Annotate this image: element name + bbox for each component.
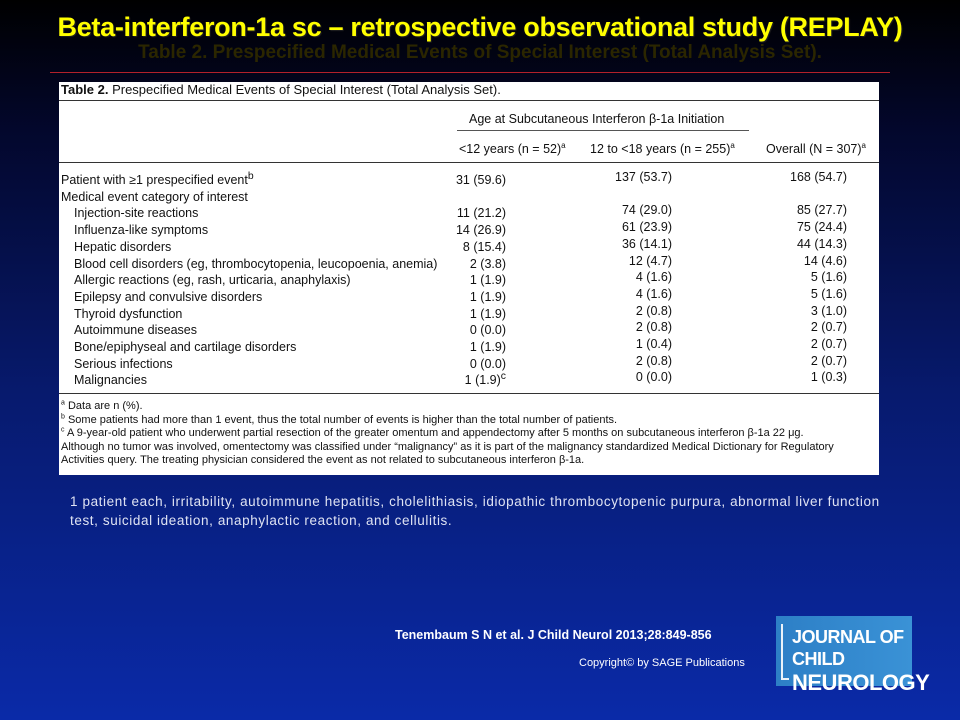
row-value-col1: 1 (1.9): [469, 290, 506, 305]
row-label: Blood cell disorders (eg, thrombocytopenia, leucopoenia, anemia): [74, 256, 438, 271]
row-label: Hepatic disorders: [74, 239, 172, 254]
table-row: [59, 236, 879, 253]
row-value-col2: 4 (1.6): [635, 270, 672, 285]
group-header: Age at Subcutaneous Interferon β-1a Initiation: [469, 112, 725, 126]
row-label: Autoimmune diseases: [74, 323, 197, 338]
table-row: [59, 319, 879, 336]
table-row: [59, 303, 879, 320]
row-value-col2: 2 (0.8): [635, 303, 672, 318]
row-value-col2: 1 (0.4): [635, 337, 672, 351]
row-value-col1: 14 (26.9): [455, 223, 506, 238]
row-value-col3: 3 (1.0): [810, 303, 847, 318]
title-divider: [50, 72, 890, 73]
row-label: Thyroid dysfunction: [74, 306, 183, 321]
row-value-col3: 2 (0.7): [810, 337, 847, 351]
row-value-col1: 1 (1.9): [469, 306, 506, 321]
row-value-col2: 74 (29.0): [621, 203, 672, 218]
journal-logo: [776, 616, 930, 695]
table-row: [59, 286, 879, 303]
row-value-col3: 85 (27.7): [796, 203, 847, 218]
row-value-col2: 137 (53.7): [615, 170, 672, 184]
row-label: Allergic reactions (eg, rash, urticaria, anaphylaxis): [74, 273, 351, 288]
row-value-col1: 1 $(1.9)^c$: [464, 371, 506, 388]
table-row: [59, 186, 879, 203]
row-value-col2: 4 (1.6): [635, 286, 672, 301]
citation: Tenembaum S N et al. J Child Neurol 2013;28:849-856: [395, 628, 712, 642]
row-value-col3: 75 (24.4): [796, 220, 847, 235]
row-label: Medical event category of interest: [61, 189, 248, 204]
row-value-col1: 0 (0.0): [469, 323, 506, 338]
footnote: $^b$ Some patients had more than 1 event, thus the total number of events is higher than the total number of patients.: [61, 412, 618, 426]
table-label: Table 2.: [61, 82, 109, 97]
row-value-col3: 2 (0.7): [810, 320, 847, 335]
table-row: [59, 336, 879, 353]
ghost-table-title: Table 2. Prespecified Medical Events of Special Interest (Total Analysis Set).: [138, 42, 822, 63]
row-label: Epilepsy and convulsive disorders: [74, 290, 263, 305]
table-row: [59, 202, 879, 219]
table-title: Prespecified Medical Events of Special Interest (Total Analysis Set).: [112, 82, 501, 97]
table-caption: [61, 82, 501, 97]
row-value-col2: 0 (0.0): [635, 370, 672, 385]
row-value-col2: 2 (0.8): [635, 353, 672, 368]
row-label: Patient with ≥1 prespecified event$^b$: [61, 171, 254, 188]
column-header-overall: Overall (N = 307)$^a$: [766, 140, 866, 156]
slide-title: Beta-interferon-1a sc – retrospective observational study (REPLAY): [57, 12, 903, 42]
table-top-rule: [59, 100, 879, 101]
row-value-col3: 44 (14.3): [796, 236, 847, 251]
row-value-col1: 31 (59.6): [455, 173, 506, 188]
table-row: [59, 269, 879, 286]
row-value-col3: 5 (1.6): [810, 270, 847, 285]
row-label: Serious infections: [74, 356, 173, 371]
row-value-col3: 1 (0.3): [810, 370, 847, 385]
copyright-notice: Copyright© by SAGE Publications: [579, 657, 745, 669]
row-label: Malignancies: [74, 373, 147, 388]
footnote: $^a$ Data are n (%).: [61, 399, 143, 412]
row-value-col2: 12 (4.7): [628, 253, 672, 268]
column-header-12to18: 12 to <18 years (n = 255)$^a$: [590, 140, 735, 156]
row-value-col1: 0 (0.0): [469, 356, 506, 371]
footnote: Although no tumor was involved, omentectomy was classified under “malignancy” as it is part of the malignancy standardized Medical Dictionary for Regulatory: [61, 440, 834, 453]
row-label: Bone/epiphyseal and cartilage disorders: [74, 340, 297, 355]
table-row: [59, 353, 879, 370]
logo-bracket-icon: [781, 624, 789, 680]
row-value-col1: 8 (15.4): [462, 239, 506, 254]
row-label: Injection-site reactions: [74, 206, 199, 221]
row-value-col2: 61 (23.9): [621, 220, 672, 235]
row-value-col1: 1 (1.9): [469, 340, 506, 355]
column-header-under12: <12 years (n = 52)$^a$: [459, 140, 566, 156]
slide-caption: 1 patient each, irritability, autoimmune hepatitis, cholelithiasis, idiopathic thrombocytopenic purpura, abnormal liver function test, suicidal ideation, anaphylactic reaction, and cellulitis.: [70, 494, 880, 528]
row-value-col2: 2 (0.8): [635, 320, 672, 335]
group-header-rule: [457, 130, 749, 131]
table-figure: [59, 82, 879, 475]
row-value-col3: 14 (4.6): [803, 253, 847, 268]
footnote: Activities query. The treating physician considered the event as not related to subcutaneous interferon β-1a.: [61, 454, 585, 467]
table-bottom-rule: [59, 393, 879, 394]
row-value-col3: 168 (54.7): [790, 170, 847, 184]
row-value-col1: 1 (1.9): [469, 273, 506, 288]
logo-text-line1: JOURNAL OF CHILD: [792, 627, 904, 669]
logo-text-line2: NEUROLOGY: [792, 670, 930, 695]
footnote: $^c$ A 9-year-old patient who underwent partial resection of the greater omentum and appendectomy after 5 months on subcutaneous interferon β-1a 22 μg.: [61, 426, 804, 440]
row-value-col1: 2 (3.8): [469, 256, 506, 271]
table-row: [59, 253, 879, 270]
row-value-col3: 2 (0.7): [810, 353, 847, 368]
header-bottom-rule: [59, 162, 879, 163]
row-value-col3: 5 (1.6): [810, 286, 847, 301]
row-label: Influenza-like symptoms: [74, 223, 209, 238]
table-row: [59, 369, 879, 386]
row-value-col1: 11 (21.2): [456, 206, 506, 221]
table-row: [59, 219, 879, 236]
row-value-col2: 36 (14.1): [621, 236, 672, 251]
table-row: [59, 169, 879, 186]
